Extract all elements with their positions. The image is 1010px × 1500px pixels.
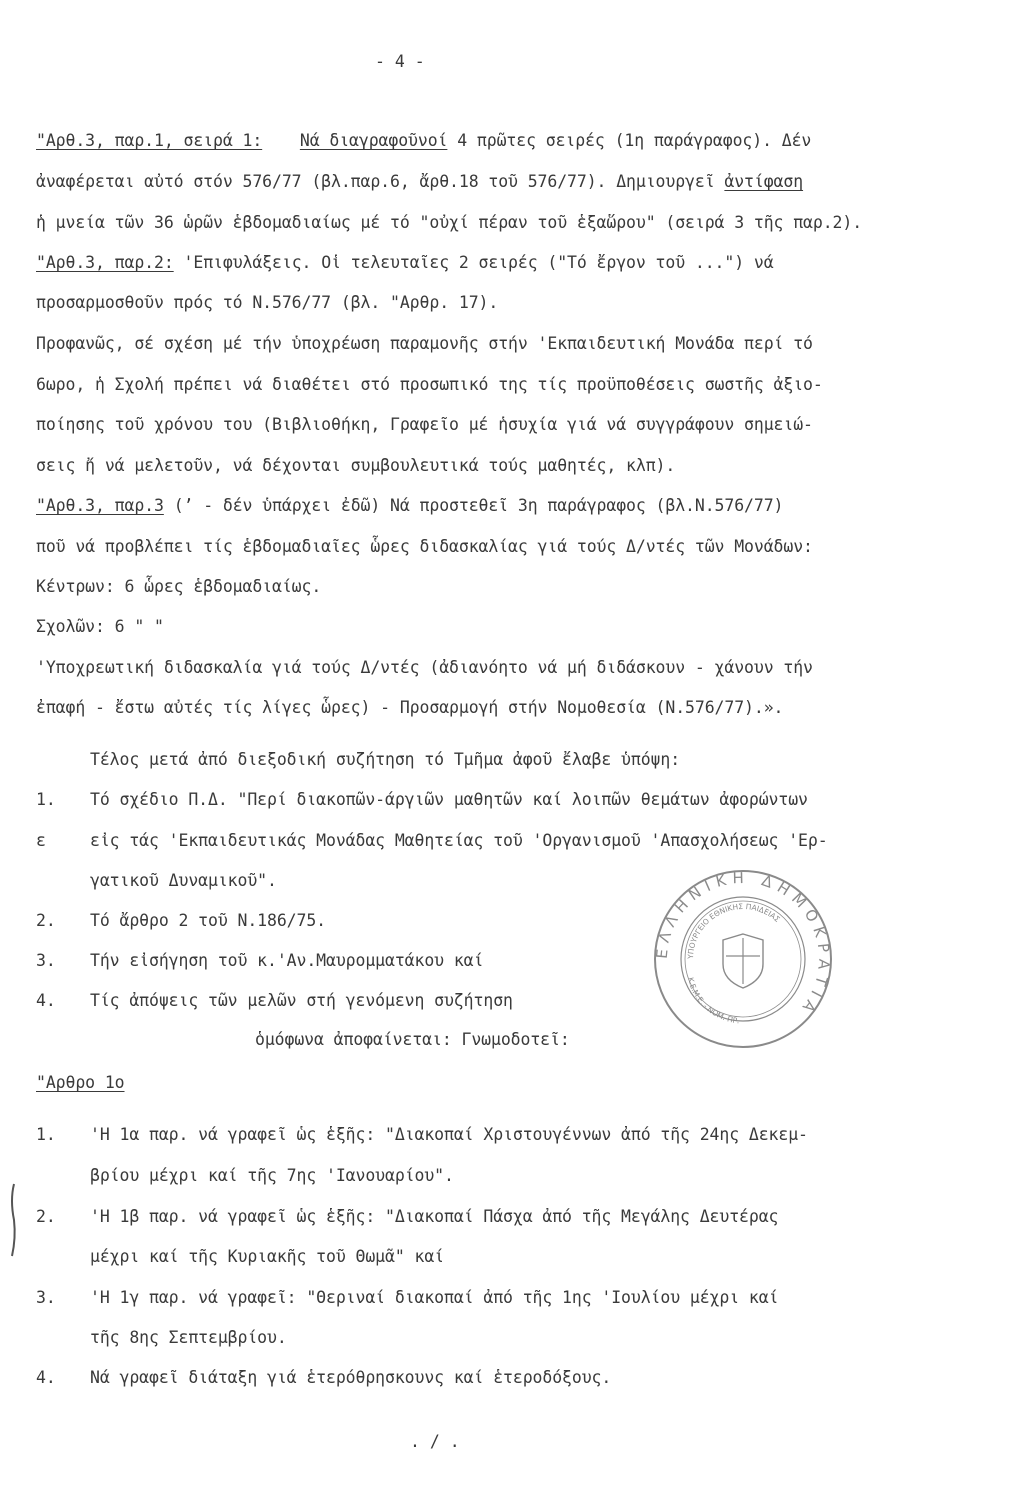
text-fragment: ἀντίφαση <box>724 172 804 191</box>
text-line: σεις ἤ νά μελετοῦν, νά δέχονται συμβουλευτικά τούς μαθητές, κλπ). <box>36 456 676 475</box>
text-line: Νά γραφεῖ διάταξη γιά ἑτερόθρησκουνς καί ἑτεροδόξους. <box>90 1368 612 1387</box>
text-line: ἡ μνεία τῶν 36 ὡρῶν ἑβδομαδιαίως μέ τό "οὐχί πέραν τοῦ ἑξαὥρου" (σειρά 3 τῆς παρ.2). <box>36 213 863 232</box>
text-line: βρίου μέχρι καί τῆς 7ης 'Ιανουαρίου". <box>90 1166 454 1185</box>
seal-outer-text: ΕΛΛΗΝΙΚΗ ΔΗΜΟΚΡΑΤΙΑ <box>652 868 834 1021</box>
article-ref: "Αρθ.3, παρ.1, σειρά 1: <box>36 131 263 150</box>
text-line: ποῦ νά προβλέπει τίς ἑβδομαδιαῖες ὧρες διδασκαλίας γιά τούς Δ/ντές τῶν Μονάδων: <box>36 537 813 556</box>
list-number: 2. <box>36 1207 56 1226</box>
text-line: τῆς 8ης Σεπτεμβρίου. <box>90 1328 287 1347</box>
seal-inner-text: ΥΠΟΥΡΓΕΙΟ ΕΘΝΙΚΗΣ ΠΑΙΔΕΙΑΣ <box>685 901 782 960</box>
text-line: ἐπαφή - ἔστω αὐτές τίς λίγες ὧρες) - Προσαρμογή στήν Νομοθεσία (Ν.576/77).». <box>36 698 784 717</box>
text-line: γατικοῦ Δυναμικοῦ". <box>90 871 277 890</box>
list-number: 3. <box>36 951 56 970</box>
continuation-mark: . / . <box>410 1432 460 1451</box>
text-line: 'Υποχρεωτική διδασκαλία γιά τούς Δ/ντές (ἀδιανόητο νά μή διδάσκουν - χάνουν τήν <box>36 658 813 677</box>
list-number: 2. <box>36 911 56 930</box>
article-heading: "Αρθρο 1ο <box>36 1073 125 1092</box>
text-line: Τίς ἀπόψεις τῶν μελῶν στή γενόμενη συζήτηση <box>90 991 513 1010</box>
text-line <box>36 172 803 192</box>
list-number: 1. <box>36 1125 56 1144</box>
article-ref: "Αρθ.3, παρ.3 <box>36 496 164 515</box>
text-line: εἰς τάς 'Εκπαιδευτικάς Μονάδας Μαθητείας τοῦ 'Οργανισμοῦ 'Απασχολήσεως 'Ερ- <box>90 831 828 850</box>
text-line: 'Η 1β παρ. νά γραφεῖ ὡς ἑξῆς: "Διακοπαί Πάσχα ἀπό τῆς Μεγάλης Δευτέρας <box>90 1207 779 1226</box>
list-number: 3. <box>36 1288 56 1307</box>
text-line <box>36 131 811 151</box>
list-number: 4. <box>36 1368 56 1387</box>
text-line: 'Η 1γ παρ. νά γραφεῖ: "Θεριναί διακοπαί ἀπό τῆς 1ης 'Ιουλίου μέχρι καί <box>90 1288 779 1307</box>
text-fragment: 'Επιφυλάξεις. Οἱ τελευταῖες 2 σειρές ("Τό ἔργον τοῦ ...") νά <box>183 253 774 272</box>
page-number: - 4 - <box>375 52 425 71</box>
text-fragment: (ʼ - δέν ὑπάρχει ἐδῶ) Νά προστεθεῖ 3η παράγραφος (βλ.Ν.576/77) <box>173 496 784 515</box>
article-ref: "Αρθ.3, παρ.2: <box>36 253 174 272</box>
text-fragment: ἀναφέρεται αὐτό στόν 576/77 (βλ.παρ.6, ἄρθ.18 τοῦ 576/77). Δημιουργεῖ <box>36 172 715 191</box>
svg-text:Κ.Ε.Μ.Ε. - ΝΟΜ. ΠΡ. <box>686 976 740 1025</box>
official-seal-icon <box>652 868 834 1050</box>
text-line: Προφανῶς, σέ σχέση μέ τήν ὑποχρέωση παραμονῆς στήν 'Εκπαιδευτική Μονάδα περί τό <box>36 334 813 353</box>
seal-bottom-text: Κ.Ε.Μ.Ε. - ΝΟΜ. ΠΡ. <box>685 976 740 1026</box>
text-line: Τό ἄρθρο 2 τοῦ Ν.186/75. <box>90 911 327 930</box>
list-number: ε <box>36 831 46 850</box>
text-line: προσαρμοσθοῦν πρός τό Ν.576/77 (βλ. "Αρθρ. 17). <box>36 293 499 312</box>
text-line: Σχολῶν: 6 " " <box>36 617 164 636</box>
list-number: 4. <box>36 991 56 1010</box>
text-line: Κέντρων: 6 ὧρες ἑβδομαδιαίως. <box>36 577 322 596</box>
text-line: 6ωρο, ἡ Σχολή πρέπει νά διαθέτει στό προσωπικό της τίς προϋποθέσεις σωστῆς ἀξιο- <box>36 375 823 394</box>
text-line <box>36 253 774 273</box>
list-number: 1. <box>36 790 56 809</box>
text-line: ὁμόφωνα ἀποφαίνεται: Γνωμοδοτεῖ: <box>255 1030 570 1049</box>
text-line <box>36 496 783 516</box>
text-line: μέχρι καί τῆς Κυριακῆς τοῦ Θωμᾶ" καί <box>90 1247 445 1266</box>
text-line: Τό σχέδιο Π.Δ. "Περί διακοπῶν-άργιῶν μαθητῶν καί λοιπῶν θεμάτων ἀφορώντων <box>90 790 808 809</box>
text-line: Τήν εἰσήγηση τοῦ κ.'Αν.Μαυρομματάκου καί <box>90 951 484 970</box>
text-fragment: 4 πρῶτες σειρές (1η παράγραφος). Δέν <box>457 131 812 150</box>
text-line: ποίησης τοῦ χρόνου του (Βιβλιοθήκη, Γραφεῖο μέ ἡσυχία γιά νά συγγράφουν σημειώ- <box>36 415 813 434</box>
text-line: 'Η 1α παρ. νά γραφεῖ ὡς ἑξῆς: "Διακοπαί Χριστουγέννων ἀπό τῆς 24ης Δεκεμ- <box>90 1125 808 1144</box>
svg-text:ΥΠΟΥΡΓΕΙΟ ΕΘΝΙΚΗΣ ΠΑΙΔΕΙΑΣ <box>686 902 782 960</box>
margin-pen-mark-icon <box>0 1180 30 1260</box>
text-fragment: Νά διαγραφοῦνοί <box>299 131 448 150</box>
text-line: Τέλος μετά ἀπό διεξοδική συζήτηση τό Τμῆμα ἀφοῦ ἔλαβε ὑπόψη: <box>90 750 681 769</box>
